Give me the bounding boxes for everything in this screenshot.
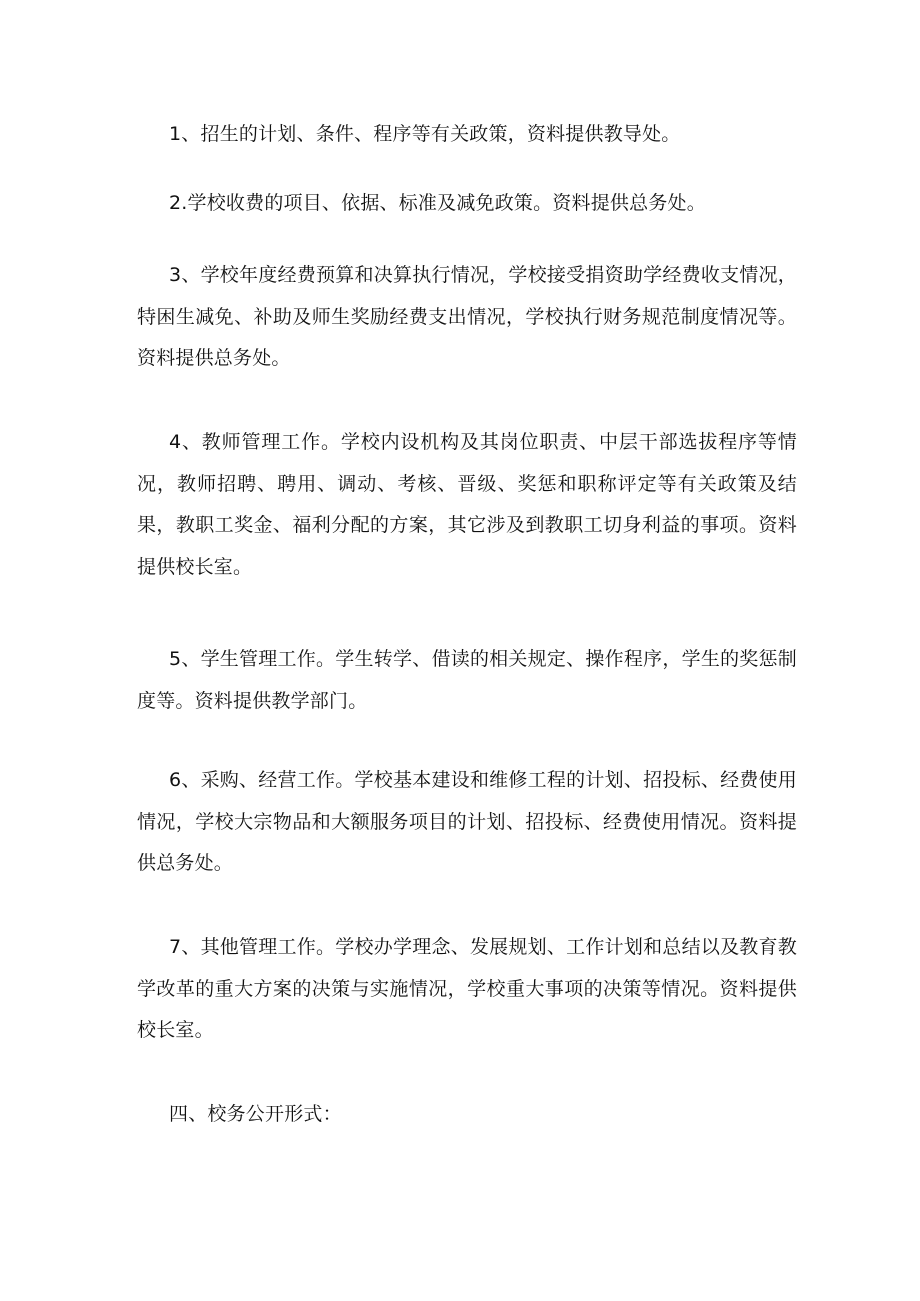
section-heading: 四、校务公开形式： bbox=[169, 1103, 342, 1125]
paragraph-item-4: 4、教师管理工作。学校内设机构及其岗位职责、中层干部选拔程序等情况，教师招聘、聘用、调动、考核、晋级、奖惩和职称评定等有关政策及结果，教职工奖金、福利分配的方案，其它涉及到教职工切身利益的事项。资料提供校长室。 bbox=[137, 431, 797, 578]
paragraph-item-2: 2.学校收费的项目、依据、标准及减免政策。资料提供总务处。 bbox=[169, 192, 706, 214]
paragraph-item-5: 5、学生管理工作。学生转学、借读的相关规定、操作程序，学生的奖惩制度等。资料提供教学部门。 bbox=[137, 648, 797, 712]
paragraph-item-3: 3、学校年度经费预算和决算执行情况，学校接受捐资助学经费收支情况，特困生减免、补助及师生奖励经费支出情况，学校执行财务规范制度情况等。资料提供总务处。 bbox=[137, 264, 797, 369]
paragraph-item-1: 1、招生的计划、条件、程序等有关政策，资料提供教导处。 bbox=[169, 123, 681, 145]
paragraph-item-7: 7、其他管理工作。学校办学理念、发展规划、工作计划和总结以及教育教学改革的重大方案的决策与实施情况，学校重大事项的决策等情况。资料提供校长室。 bbox=[137, 936, 797, 1041]
paragraph-item-6: 6、采购、经营工作。学校基本建设和维修工程的计划、招投标、经费使用情况，学校大宗物品和大额服务项目的计划、招投标、经费使用情况。资料提供总务处。 bbox=[137, 769, 797, 874]
